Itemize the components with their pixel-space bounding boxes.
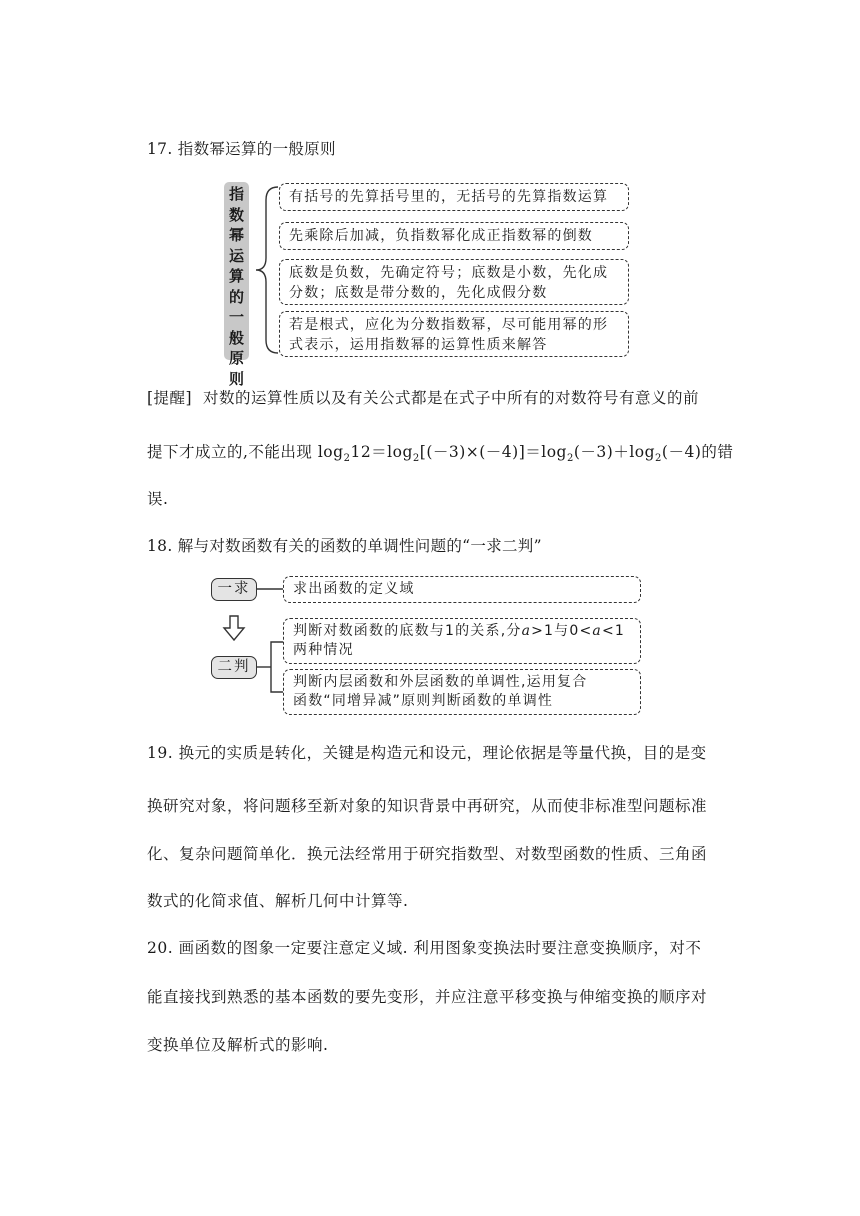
principle-box-3: 底数是负数，先确定符号；底数是小数，先化成 分数；底数是带分数的，先化成假分数 (279, 259, 629, 305)
principle-vertical-label: 指 数 幂 运 算 的 一 般 原 则 (224, 182, 249, 360)
section-19-line-4: 数式的化简求值、解析几何中计算等. (147, 892, 409, 910)
principle-box-2: 先乘除后加减，负指数幂化成正指数幂的倒数 (279, 222, 629, 250)
erpan-bracket (271, 642, 283, 692)
reminder-line-3: 误. (147, 490, 169, 508)
principle-box-4: 若是根式，应化为分数指数幂，尽可能用幂的形 式表示，运用指数幂的运算性质来解答 (279, 311, 629, 357)
monotonicity-box: 判断内层函数和外层函数的单调性,运用复合 函数“同增异减”原则判断函数的单调性 (283, 669, 641, 715)
down-arrow-icon (224, 616, 244, 640)
reminder-tag: [提醒] (147, 389, 193, 407)
reminder-line-1: [提醒] 对数的运算性质以及有关公式都是在式子中所有的对数符号有意义的前 (147, 389, 699, 407)
section-20-line-3: 变换单位及解析式的影响. (147, 1036, 329, 1054)
base-comparison-box: 判断对数函数的底数与1的关系,分a>1与0<a<1 两种情况 (283, 618, 641, 664)
erpan-box: 二判 (211, 656, 257, 679)
domain-box: 求出函数的定义域 (283, 576, 641, 603)
section-17-heading: 17. 指数幂运算的一般原则 (147, 140, 336, 158)
left-brace (256, 187, 278, 353)
section-19-line-1: 19. 换元的实质是转化，关键是构造元和设元，理论依据是等量代换，目的是变 (147, 744, 707, 762)
section-19-line-2: 换研究对象，将问题移至新对象的知识背景中再研究，从而使非标准型问题标准 (147, 797, 708, 815)
section-18-heading: 18. 解与对数函数有关的函数的单调性问题的“一求二判” (147, 537, 542, 555)
principle-box-1: 有括号的先算括号里的，无括号的先算指数运算 (279, 183, 629, 211)
section-19-line-3: 化、复杂问题简单化．换元法经常用于研究指数型、对数型函数的性质、三角函 (147, 845, 708, 863)
reminder-line-2: 提下才成立的,不能出现 $\log_212=\log_2[(-3)\times(-4)]=\log_2(-3)+\log_2(-4)$的错 (147, 443, 734, 464)
yiqiu-box: 一求 (211, 578, 257, 601)
section-20-line-2: 能直接找到熟悉的基本函数的要先变形，并应注意平移变换与伸缩变换的顺序对 (147, 988, 708, 1006)
section-20-line-1: 20. 画函数的图象一定要注意定义域. 利用图象变换法时要注意变换顺序，对不 (147, 939, 702, 957)
